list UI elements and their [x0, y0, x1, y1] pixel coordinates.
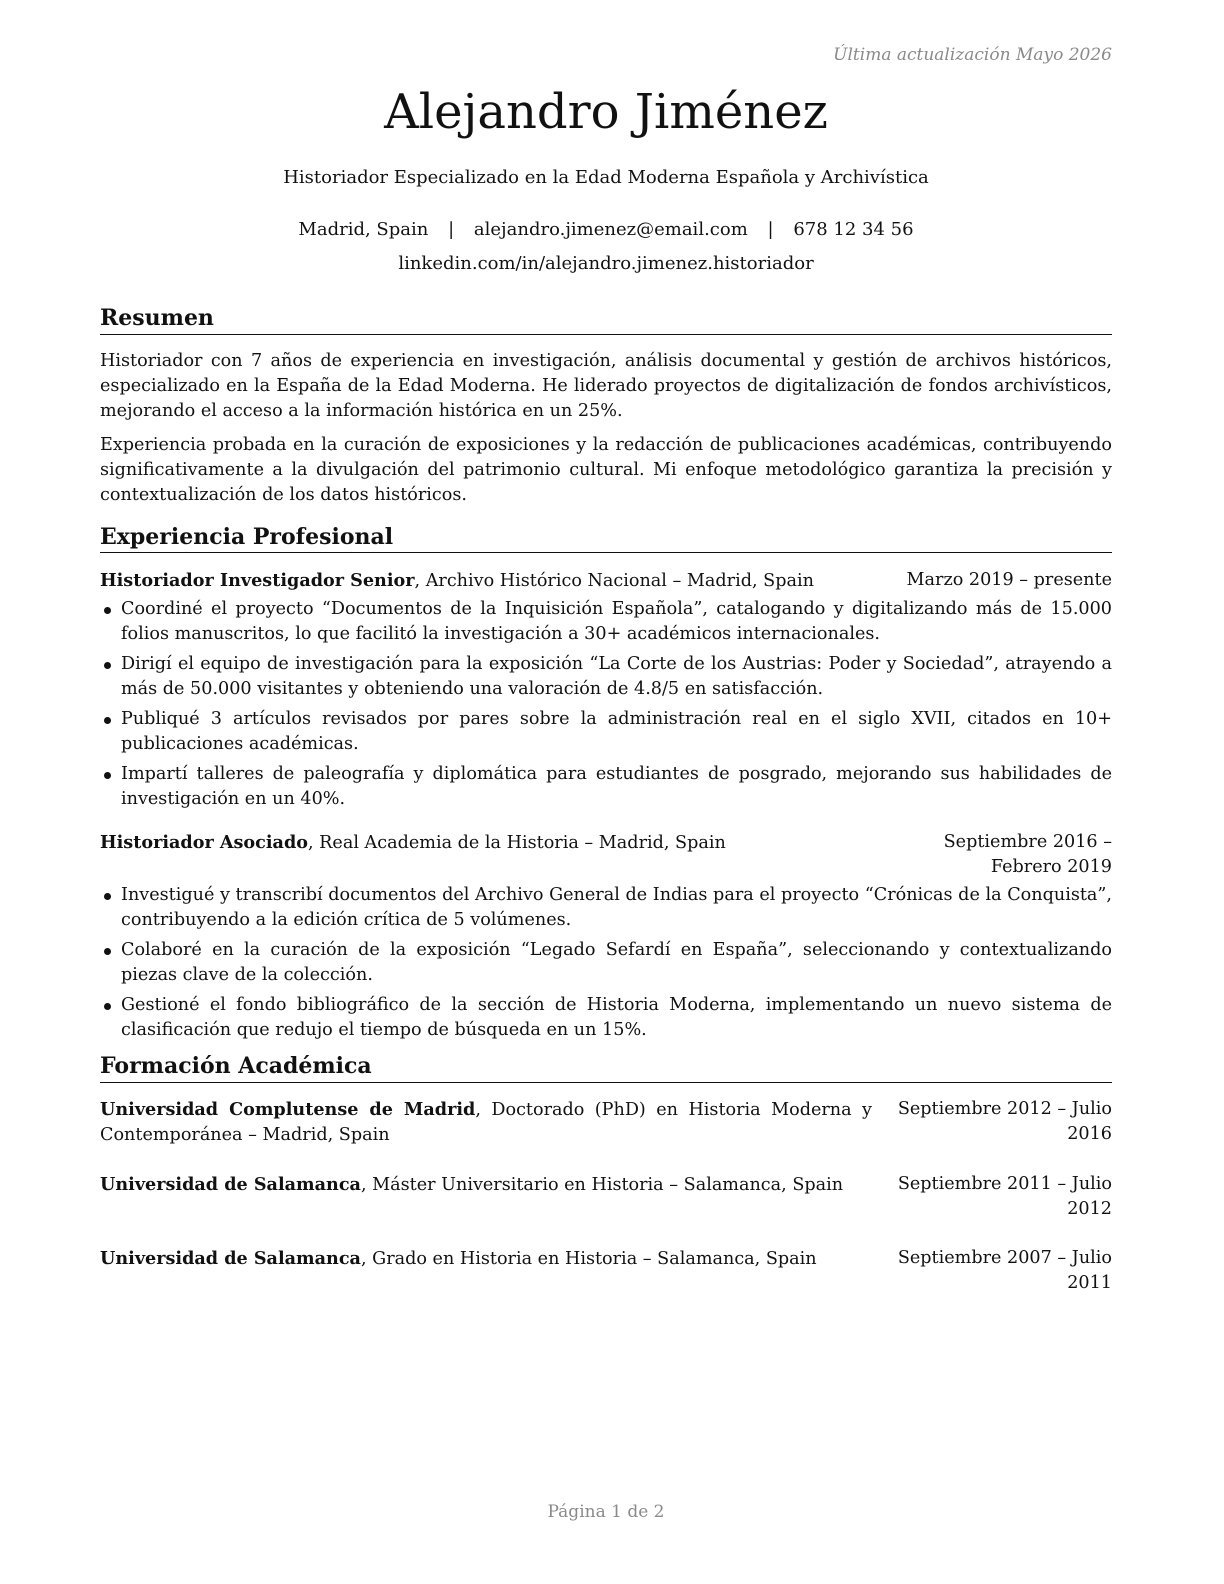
education-title-line — [100, 1172, 872, 1222]
job-bullets — [100, 883, 1112, 1043]
list-item: Dirigí el equipo de investigación para la exposición “La Corte de los Austrias: Poder y Sociedad”, atrayendo a más de 50.000 visitantes y obteniendo una valoración de 4.8/5 en satisfacción. — [100, 652, 1112, 702]
candidate-name: Alejandro Jiménez — [384, 84, 828, 140]
summary-paragraph: Historiador con 7 años de experiencia en investigación, análisis documental y gestión de archivos históricos, especializado en la España de la Edad Moderna. He liderado proyectos de digitalización de fondos archivísticos, mejorando el acceso a la información histórica en un 25%. — [100, 350, 1112, 421]
education-entry — [100, 1246, 1112, 1296]
list-item: Publiqué 3 artículos revisados por pares sobre la administración real en el siglo XVII, citados en 10+ publicaciones académicas. — [100, 707, 1112, 757]
job-header — [100, 568, 1112, 594]
job-role: Historiador Asociado — [100, 832, 308, 853]
job-dates: Marzo 2019 – presente — [906, 570, 1112, 590]
experience-section — [100, 524, 1112, 1044]
last-updated: Última actualización Mayo 2026 — [833, 45, 1112, 65]
page-number: Página 1 de 2 — [547, 1502, 665, 1522]
list-item: Investigué y transcribí documentos del Archivo General de Indias para el proyecto “Crónicas de la Conquista”, contribuyendo a la edición crítica de 5 volúmenes. — [100, 883, 1112, 933]
list-item: Colaboré en la curación de la exposición “Legado Sefardí en España”, seleccionando y contextualizando piezas clave de la colección. — [100, 938, 1112, 988]
job-header — [100, 830, 1112, 880]
degree: , Doctorado (PhD) en Historia Moderna y Contemporánea – Madrid, Spain — [100, 1099, 872, 1145]
degree: , Grado en Historia en Historia – Salamanca, Spain — [360, 1248, 817, 1269]
institution: Universidad de Salamanca — [100, 1173, 361, 1195]
education-dates: Septiembre 2012 – Julio 2016 — [897, 1098, 1112, 1144]
job-organization: , Real Academia de la Historia – Madrid, Spain — [307, 833, 726, 853]
education-dates: Septiembre 2007 – Julio 2011 — [897, 1247, 1112, 1293]
resume-page — [100, 0, 1112, 1584]
list-item: Impartí talleres de paleografía y diplomática para estudiantes de posgrado, mejorando sus habilidades de investigación en un 40%. — [100, 762, 1112, 812]
degree: , Máster Universitario en Historia – Salamanca, Spain — [360, 1174, 844, 1195]
job-entry — [100, 568, 1112, 812]
job-bullets — [100, 597, 1112, 812]
institution: Universidad Complutense de Madrid — [100, 1098, 476, 1120]
job-title-line — [100, 830, 868, 880]
linkedin-link[interactable]: linkedin.com/in/alejandro.jimenez.historiador — [398, 253, 814, 274]
contact-separator: | — [767, 219, 774, 240]
resume-body — [100, 305, 1112, 1296]
contact-separator: | — [448, 219, 455, 240]
summary-paragraph: Experiencia probada en la curación de exposiciones y la redacción de publicaciones académicas, contribuyendo significativamente a la divulgación del patrimonio cultural. Mi enfoque metodológico garantiza la precisión y contextualización de los datos históricos. — [100, 434, 1112, 505]
job-title-line — [100, 568, 899, 594]
education-title-line — [100, 1246, 872, 1296]
education-title-line — [100, 1097, 872, 1148]
job-role: Historiador Investigador Senior — [100, 570, 415, 591]
section-title-summary: Resumen — [100, 305, 1112, 335]
job-organization: , Archivo Histórico Nacional – Madrid, Spain — [414, 571, 814, 591]
education-section — [100, 1053, 1112, 1296]
summary-section — [100, 305, 1112, 508]
section-title-experience: Experiencia Profesional — [100, 524, 1112, 554]
education-dates: Septiembre 2011 – Julio 2012 — [897, 1173, 1112, 1219]
list-item: Gestioné el fondo bibliográfico de la sección de Historia Moderna, implementando un nuevo sistema de clasificación que redujo el tiempo de búsqueda en un 15%. — [100, 993, 1112, 1043]
headline: Historiador Especializado en la Edad Moderna Española y Archivística — [283, 167, 929, 188]
contact-line — [100, 219, 1112, 240]
education-entry — [100, 1172, 1112, 1222]
email[interactable]: alejandro.jimenez@email.com — [473, 219, 748, 240]
institution: Universidad de Salamanca — [100, 1247, 361, 1269]
section-title-education: Formación Académica — [100, 1053, 1112, 1083]
list-item: Coordiné el proyecto “Documentos de la Inquisición Española”, catalogando y digitalizando más de 15.000 folios manuscritos, lo que facilitó la investigación a 30+ académicos internacionales. — [100, 597, 1112, 647]
job-entry — [100, 830, 1112, 1043]
education-entry — [100, 1097, 1112, 1148]
phone[interactable]: 678 12 34 56 — [793, 219, 914, 240]
location: Madrid, Spain — [298, 219, 429, 240]
job-dates: Septiembre 2016 – Febrero 2019 — [943, 832, 1112, 877]
